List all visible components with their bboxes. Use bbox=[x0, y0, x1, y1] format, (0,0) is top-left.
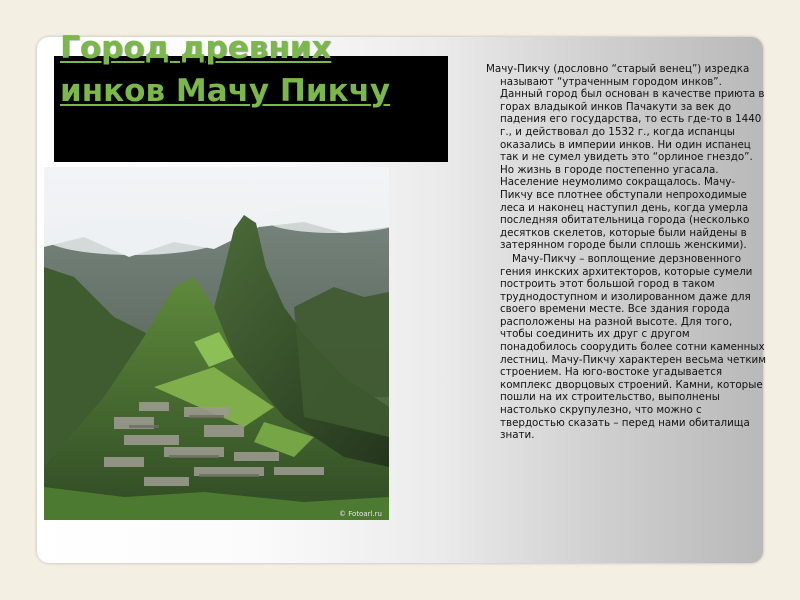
paragraph-1 bbox=[486, 63, 767, 252]
photo-credit: © Fotoarl.ru bbox=[339, 510, 382, 518]
body-text bbox=[486, 63, 767, 442]
machu-picchu-photo bbox=[44, 167, 389, 520]
paragraph-2 bbox=[486, 253, 767, 442]
paragraph-1-text: (дословно “старый венец”) изредка называют “утраченным городом инков”. Данный город был основан в качестве приюта в горах владыкой инков Пачакути за век до падения его государства, то есть где-то в 1440 г., и действовал до 1532 г., когда испанцы оказались в империи инков. Ни один испанец так и не сумел увидеть это “орлиное гнездо”. Но жизнь в городе постепенно угасала. Население неумолимо сокращалось. Мачу-Пикчу все плотнее обступали непроходимые леса и наконец наступил день, когда умерла последняя обитательница города (несколько десятков скелетов, которые были найдены в затерянном городе были сплошь женскими). bbox=[500, 63, 765, 252]
paragraph-2-text: Мачу-Пикчу – воплощение дерзновенного гения инкских архитекторов, которые сумели построить этот большой город в таком труднодоступном и изолированном даже для своего времени месте. Все здания города расположены на разной высоте. Для того, чтобы соединить их друг с другом понадобилось соорудить более сотни каменных лестниц. Мачу-Пикчу характерен весьма четким строением. На юго-востоке угадывается комплекс дворцовых строений. Камни, которые пошли на их строительство, выполнены настолько скрупулезно, что можно с твердостью сказать – перед нами обиталища знати. bbox=[500, 252, 767, 442]
paragraph-1-lead: Мачу-Пикчу bbox=[486, 63, 550, 75]
slide-title: Город древних инков Мачу Пикчу bbox=[60, 30, 391, 109]
